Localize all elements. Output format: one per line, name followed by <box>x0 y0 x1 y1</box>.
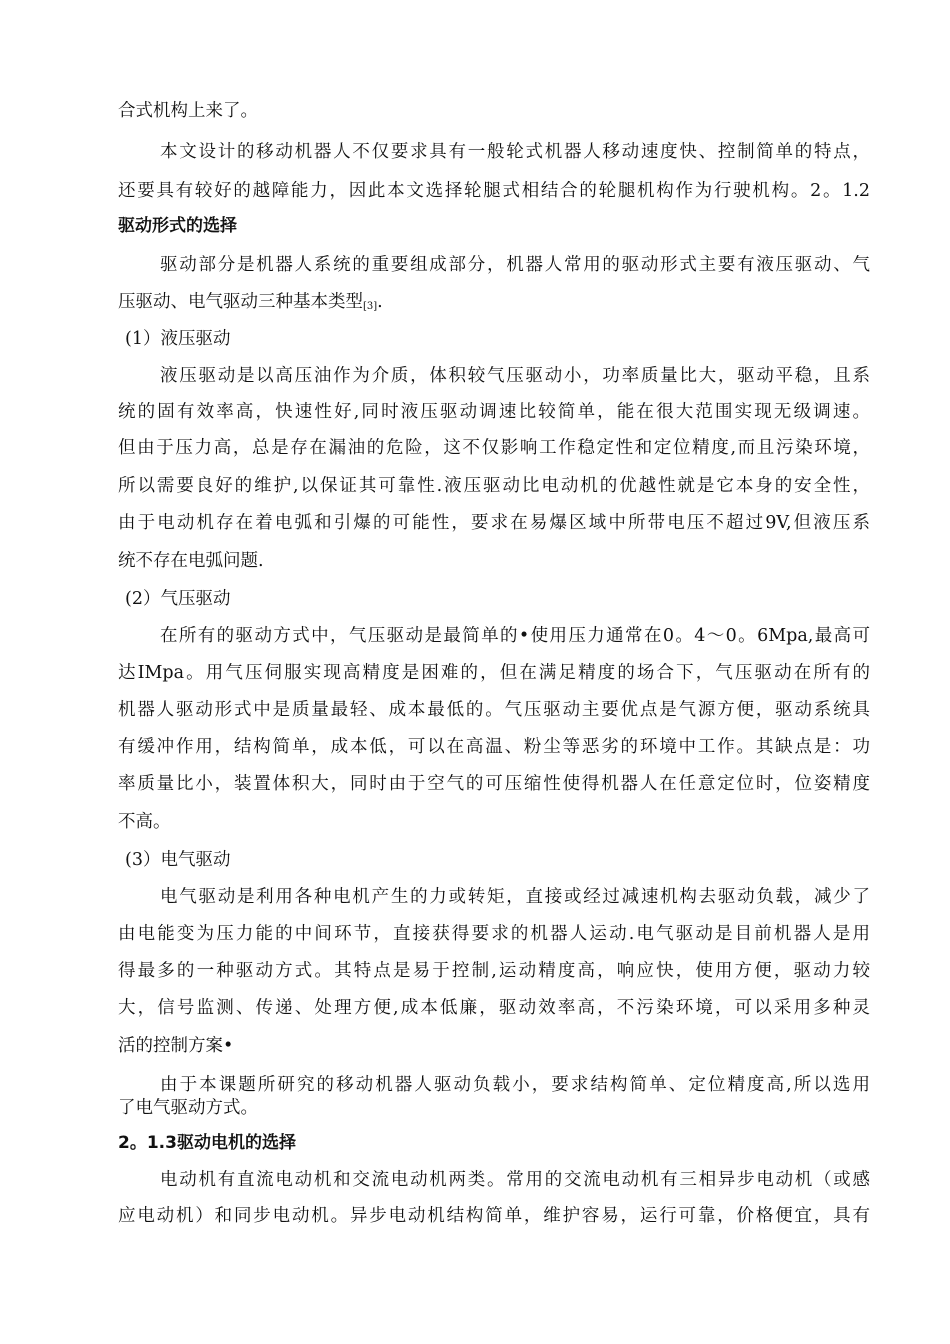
body-text-line: 机器人驱动形式中是质量最轻、成本最低的。气压驱动主要优点是气源方便，驱动系统具 <box>118 700 870 720</box>
body-text-line: 电动机有直流电动机和交流电动机两类。常用的交流电动机有三相异步电动机（或感 <box>160 1170 870 1190</box>
body-text-line: 电气驱动是利用各种电机产生的力或转矩，直接或经过减速机构去驱动负载，减少了 <box>160 887 870 907</box>
list-item-heading: (3）电气驱动 <box>125 850 231 870</box>
body-text: 压驱动、电气驱动三种基本类型 <box>118 292 363 312</box>
body-text-line: 不高。 <box>118 812 171 832</box>
body-text-line: 由于本课题所研究的移动机器人驱动负载小，要求结构简单、定位精度高,所以选用 <box>160 1075 870 1095</box>
body-text-line: 大，信号监测、传递、处理方便,成本低廉，驱动效率高，不污染环境，可以采用多种灵 <box>118 998 870 1018</box>
body-text-line: 本文设计的移动机器人不仅要求具有一般轮式机器人移动速度快、控制简单的特点， <box>160 142 870 162</box>
body-text-line: 有缓冲作用，结构简单，成本低，可以在高温、粉尘等恶劣的环境中工作。其缺点是：功 <box>118 737 870 757</box>
body-text-line: 了电气驱动方式。 <box>118 1098 258 1118</box>
body-text-line: 合式机构上来了。 <box>118 101 258 121</box>
citation-reference: [3] <box>363 301 378 312</box>
section-heading: 2。1.3驱动电机的选择 <box>118 1133 296 1153</box>
section-heading: 驱动形式的选择 <box>118 216 237 236</box>
body-text-line: 由电能变为压力能的中间环节，直接获得要求的机器人运动.电气驱动是目前机器人是用 <box>118 924 870 944</box>
body-text-line: 但由于压力高，总是存在漏油的危险，这不仅影响工作稳定性和定位精度,而且污染环境， <box>118 438 870 458</box>
body-text-line: 活的控制方案• <box>118 1036 234 1056</box>
body-text-line: 由于电动机存在着电弧和引爆的可能性，要求在易爆区域中所带电压不超过9V,但液压系 <box>118 513 870 533</box>
list-item-heading: (1）液压驱动 <box>125 329 231 349</box>
body-text-line: 得最多的一种驱动方式。其特点是易于控制,运动精度高，响应快，使用方便，驱动力较 <box>118 961 870 981</box>
sentence-end: . <box>377 292 383 312</box>
body-text-line: 所以需要良好的维护,以保证其可靠性.液压驱动比电动机的优越性就是它本身的安全性， <box>118 476 870 496</box>
body-text-line: 统的固有效率高，快速性好,同时液压驱动调速比较简单，能在很大范围实现无级调速。 <box>118 402 870 422</box>
body-text-line: 驱动部分是机器人系统的重要组成部分，机器人常用的驱动形式主要有液压驱动、气 <box>160 255 870 275</box>
body-text-line: 液压驱动是以高压油作为介质，体积较气压驱动小，功率质量比大，驱动平稳，且系 <box>160 366 870 386</box>
body-text-line: 应电动机）和同步电动机。异步电动机结构简单，维护容易，运行可靠，价格便宜，具有 <box>118 1206 870 1226</box>
list-item-heading: (2）气压驱动 <box>125 589 231 609</box>
body-text-line: 在所有的驱动方式中，气压驱动是最简单的•使用压力通常在0。4〜0。6Mpa,最高可 <box>160 626 870 646</box>
body-text-line: 统不存在电弧问题. <box>118 551 264 571</box>
body-text-line: 还要具有较好的越障能力，因此本文选择轮腿式相结合的轮腿机构作为行驶机构。2。1.2 <box>118 181 870 201</box>
body-text-line: 率质量比小，装置体积大，同时由于空气的可压缩性使得机器人在任意定位时，位姿精度 <box>118 774 870 794</box>
body-text-line: 达IMpa。用气压伺服实现高精度是困难的，但在满足精度的场合下，气压驱动在所有的 <box>118 663 870 683</box>
body-text-line <box>118 291 870 313</box>
